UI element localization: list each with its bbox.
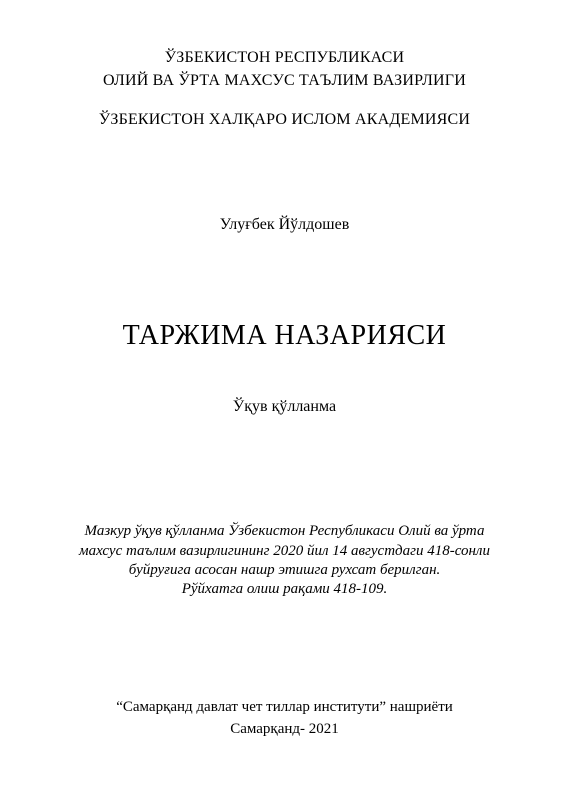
registration-number-line: Рўйхатга олиш рақами 418-109. <box>181 581 388 597</box>
book-title: ТАРЖИМА НАЗАРИЯСИ <box>122 320 447 351</box>
approval-text-line-3: буйруғига асосан нашр этишга рухсат берилган. <box>128 562 441 578</box>
ministry-country-line: ЎЗБЕКИСТОН РЕСПУБЛИКАСИ <box>164 49 405 66</box>
city-year-line: Самарқанд- 2021 <box>230 721 339 737</box>
approval-text-line-2: махсус таълим вазирлигининг 2020 йил 14 августдаги 418-сонли <box>79 543 490 559</box>
author-name: Улуғбек Йўлдошев <box>219 216 350 233</box>
book-type-subtitle: Ўқув қўлланма <box>232 398 337 415</box>
approval-text-line-1: Мазкур ўқув қўлланма Ўзбекистон Республикаси Олий ва ўрта <box>84 523 485 539</box>
academy-name-line: ЎЗБЕКИСТОН ХАЛҚАРО ИСЛОМ АКАДЕМИЯСИ <box>98 111 471 128</box>
publisher-line: “Самарқанд давлат чет тиллар институти” нашриёти <box>116 699 453 715</box>
ministry-name-line: ОЛИЙ ВА ЎРТА МАХСУС ТАЪЛИМ ВАЗИРЛИГИ <box>102 72 467 89</box>
